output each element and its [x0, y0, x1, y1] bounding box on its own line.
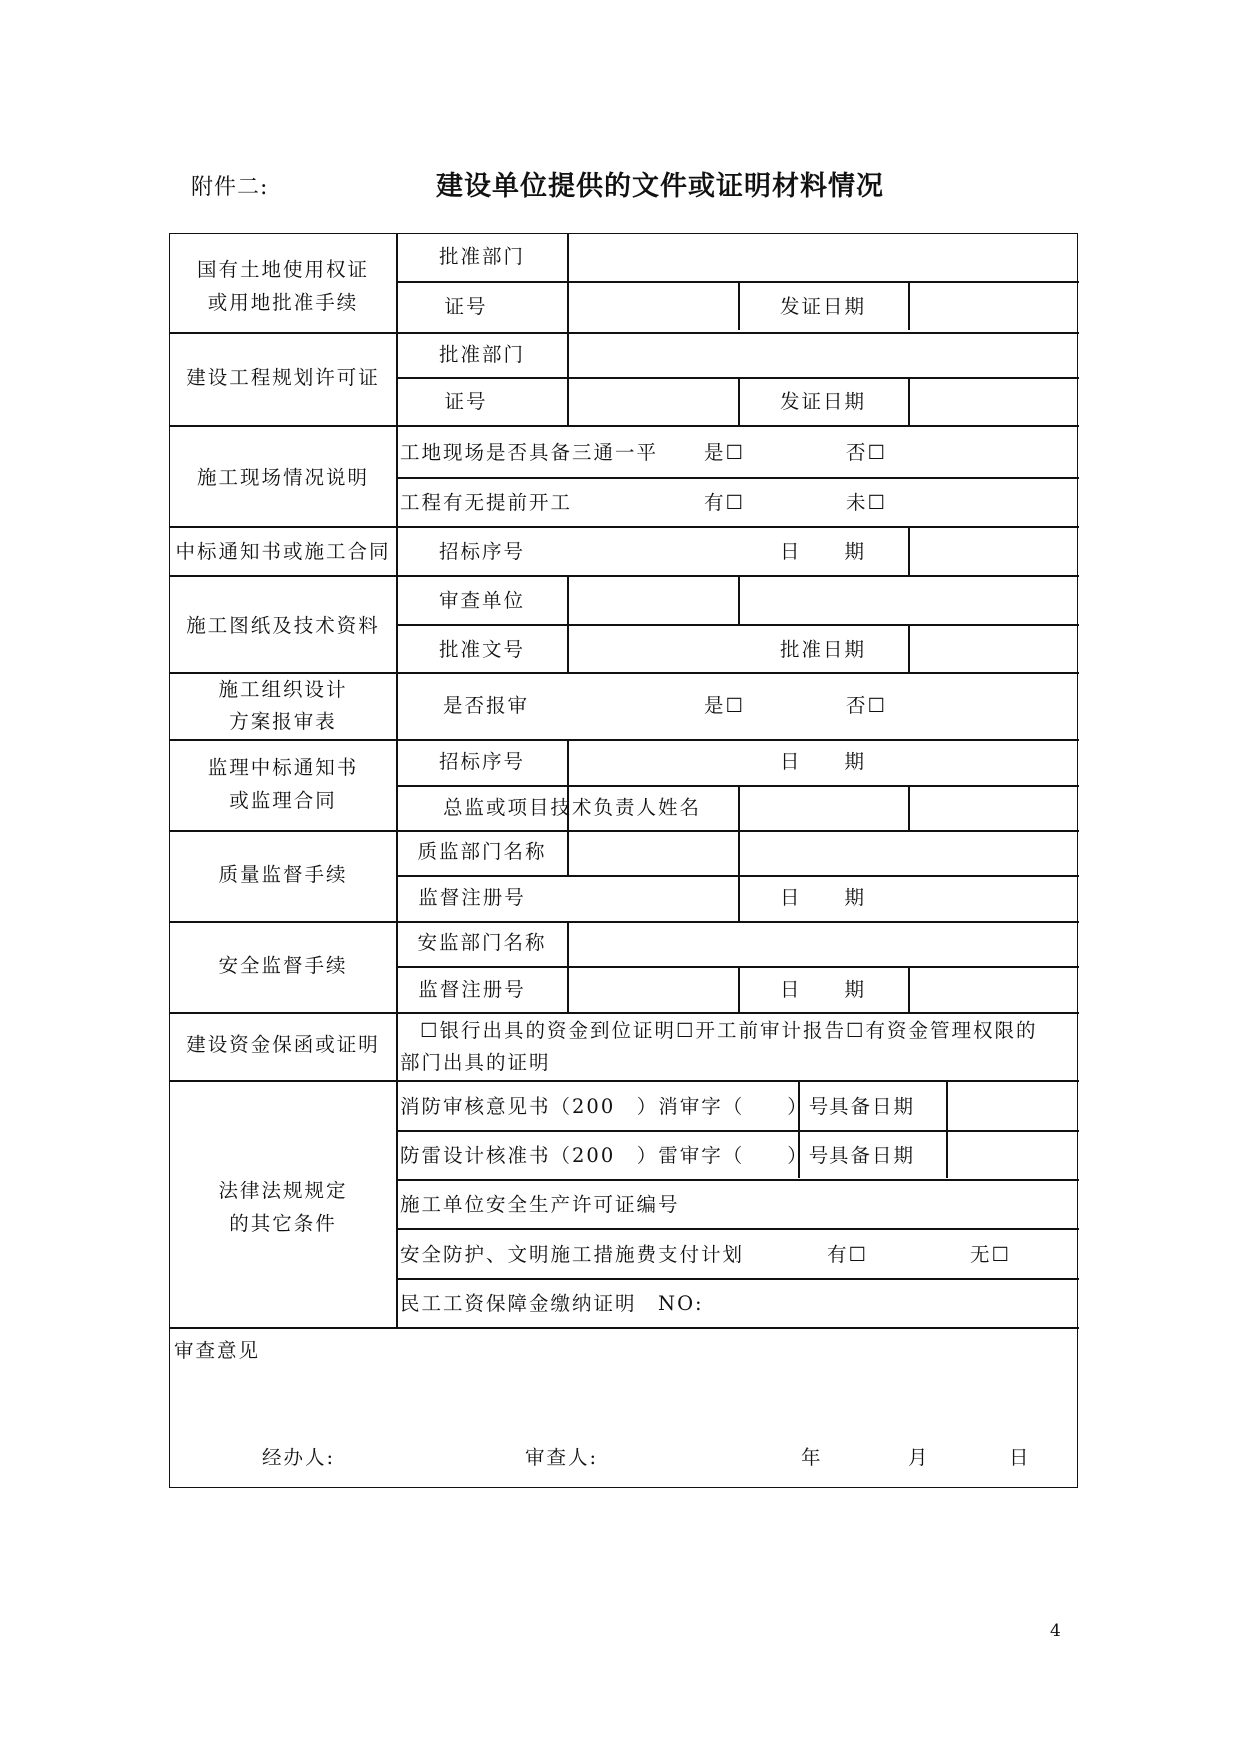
- safety-plan-yes-checkbox[interactable]: 有☐: [827, 1243, 868, 1266]
- handler-label: 经办人:: [262, 1446, 336, 1469]
- row-divider: [170, 575, 1079, 577]
- date-label: 日 期: [779, 978, 867, 1001]
- row-divider: [170, 921, 1079, 923]
- approval-date-label: 批准日期: [779, 638, 867, 661]
- column-divider: [738, 785, 740, 921]
- page-title: 建设单位提供的文件或证明材料情况: [436, 171, 884, 202]
- row-divider: [170, 332, 1079, 334]
- label-supervision-contract: 或监理合同: [229, 789, 337, 812]
- safety-measures-plan-label: 安全防护、文明施工措施费支付计划: [400, 1243, 745, 1266]
- approving-dept-label: 批准部门: [438, 245, 526, 268]
- sub-row-divider: [396, 1278, 1079, 1280]
- label-org-design: 施工组织设计: [218, 678, 348, 701]
- sub-row-divider: [396, 1228, 1079, 1230]
- row-divider: [170, 526, 1079, 528]
- column-divider: [738, 377, 740, 425]
- approving-dept-label: 批准部门: [438, 343, 526, 366]
- site-readiness-yes-checkbox[interactable]: 是☐: [704, 441, 745, 464]
- column-divider: [908, 966, 910, 1012]
- column-divider: [738, 575, 740, 624]
- site-readiness-question: 工地现场是否具备三通一平: [400, 441, 659, 464]
- safety-permit-label: 施工单位安全生产许可证编号: [400, 1193, 680, 1216]
- label-drawings: 施工图纸及技术资料: [186, 614, 380, 637]
- date-label: 日 期: [779, 750, 867, 773]
- fire-approval-text: 消防审核意见书（200 ）消审字（ ）号: [400, 1095, 831, 1118]
- column-divider: [567, 575, 569, 672]
- label-site-conditions: 施工现场情况说明: [196, 466, 370, 489]
- early-start-no-checkbox[interactable]: 未☐: [846, 491, 887, 514]
- lightning-date-label: 具备日期: [828, 1144, 916, 1167]
- review-opinion-label: 审查意见: [174, 1339, 261, 1362]
- label-bid-notice: 中标通知书或施工合同: [175, 540, 391, 563]
- column-divider: [908, 624, 910, 672]
- reg-no-label: 监督注册号: [418, 886, 526, 909]
- sub-row-divider: [396, 624, 1079, 626]
- date-label: 日 期: [779, 540, 867, 563]
- site-readiness-no-checkbox[interactable]: 否☐: [846, 441, 887, 464]
- safety-plan-no-checkbox[interactable]: 无☐: [970, 1243, 1011, 1266]
- column-divider: [946, 1080, 948, 1178]
- submitted-question: 是否报审: [443, 694, 530, 717]
- funding-options: ☐银行出具的资金到位证明☐开工前审计报告☐有资金管理权限的: [420, 1019, 1038, 1042]
- submitted-yes-checkbox[interactable]: 是☐: [704, 694, 745, 717]
- row-divider: [170, 830, 1079, 832]
- label-column-divider: [396, 234, 398, 1327]
- bid-no-label: 招标序号: [438, 540, 526, 563]
- column-divider: [738, 281, 740, 330]
- early-start-yes-checkbox[interactable]: 有☐: [704, 491, 745, 514]
- row-divider: [170, 1080, 1079, 1082]
- column-divider: [567, 921, 569, 1012]
- page-number: 4: [1050, 1621, 1061, 1641]
- row-divider: [170, 1327, 1079, 1329]
- day-label: 日: [1009, 1446, 1031, 1469]
- date-label: 日 期: [779, 886, 867, 909]
- sub-row-divider: [396, 477, 1079, 479]
- label-supervision-notice: 监理中标通知书: [207, 756, 359, 779]
- row-divider: [170, 425, 1079, 427]
- label-land-use-certificate: 国有土地使用权证: [196, 258, 370, 281]
- chief-supervisor-label: 总监或项目技术负责人姓名: [443, 796, 702, 819]
- label-quality-supervision: 质量监督手续: [218, 863, 348, 886]
- cert-no-label: 证号: [444, 390, 488, 413]
- row-divider: [170, 739, 1079, 741]
- label-org-design-2: 方案报审表: [229, 710, 337, 733]
- sub-row-divider: [396, 1130, 1079, 1132]
- column-divider: [908, 526, 910, 575]
- fire-date-label: 具备日期: [828, 1095, 916, 1118]
- wage-guarantee-label: 民工工资保障金缴纳证明 NO:: [400, 1292, 704, 1315]
- label-land-approval: 或用地批准手续: [207, 291, 359, 314]
- application-form-table: [169, 233, 1078, 1488]
- cert-no-label: 证号: [444, 295, 488, 318]
- row-divider: [170, 672, 1079, 674]
- column-divider: [908, 377, 910, 425]
- lightning-approval-text: 防雷设计核准书（200 ）雷审字（ ）号: [400, 1144, 831, 1167]
- row-divider: [170, 1012, 1079, 1014]
- issue-date-label: 发证日期: [779, 390, 867, 413]
- safety-dept-label: 安监部门名称: [417, 931, 547, 954]
- label-funding-guarantee: 建设资金保函或证明: [186, 1033, 380, 1056]
- year-label: 年: [801, 1446, 823, 1469]
- bid-no-label: 招标序号: [438, 750, 526, 773]
- quality-dept-label: 质监部门名称: [417, 840, 547, 863]
- label-legal-conditions: 法律法规规定: [218, 1179, 348, 1202]
- label-legal-conditions-2: 的其它条件: [229, 1212, 337, 1235]
- reg-no-label: 监督注册号: [418, 978, 526, 1001]
- review-unit-label: 审查单位: [438, 589, 526, 612]
- label-planning-permit: 建设工程规划许可证: [186, 366, 380, 389]
- column-divider: [738, 966, 740, 1012]
- label-safety-supervision: 安全监督手续: [218, 954, 348, 977]
- column-divider: [567, 234, 569, 425]
- reviewer-label: 审查人:: [525, 1446, 599, 1469]
- early-start-question: 工程有无提前开工: [400, 491, 573, 514]
- approval-no-label: 批准文号: [438, 638, 526, 661]
- issue-date-label: 发证日期: [779, 295, 867, 318]
- column-divider: [908, 785, 910, 830]
- submitted-no-checkbox[interactable]: 否☐: [846, 694, 887, 717]
- column-divider: [908, 281, 910, 330]
- funding-options-cont: 部门出具的证明: [400, 1051, 551, 1074]
- attachment-label: 附件二:: [191, 175, 269, 200]
- sub-row-divider: [396, 1179, 1079, 1181]
- month-label: 月: [908, 1446, 930, 1469]
